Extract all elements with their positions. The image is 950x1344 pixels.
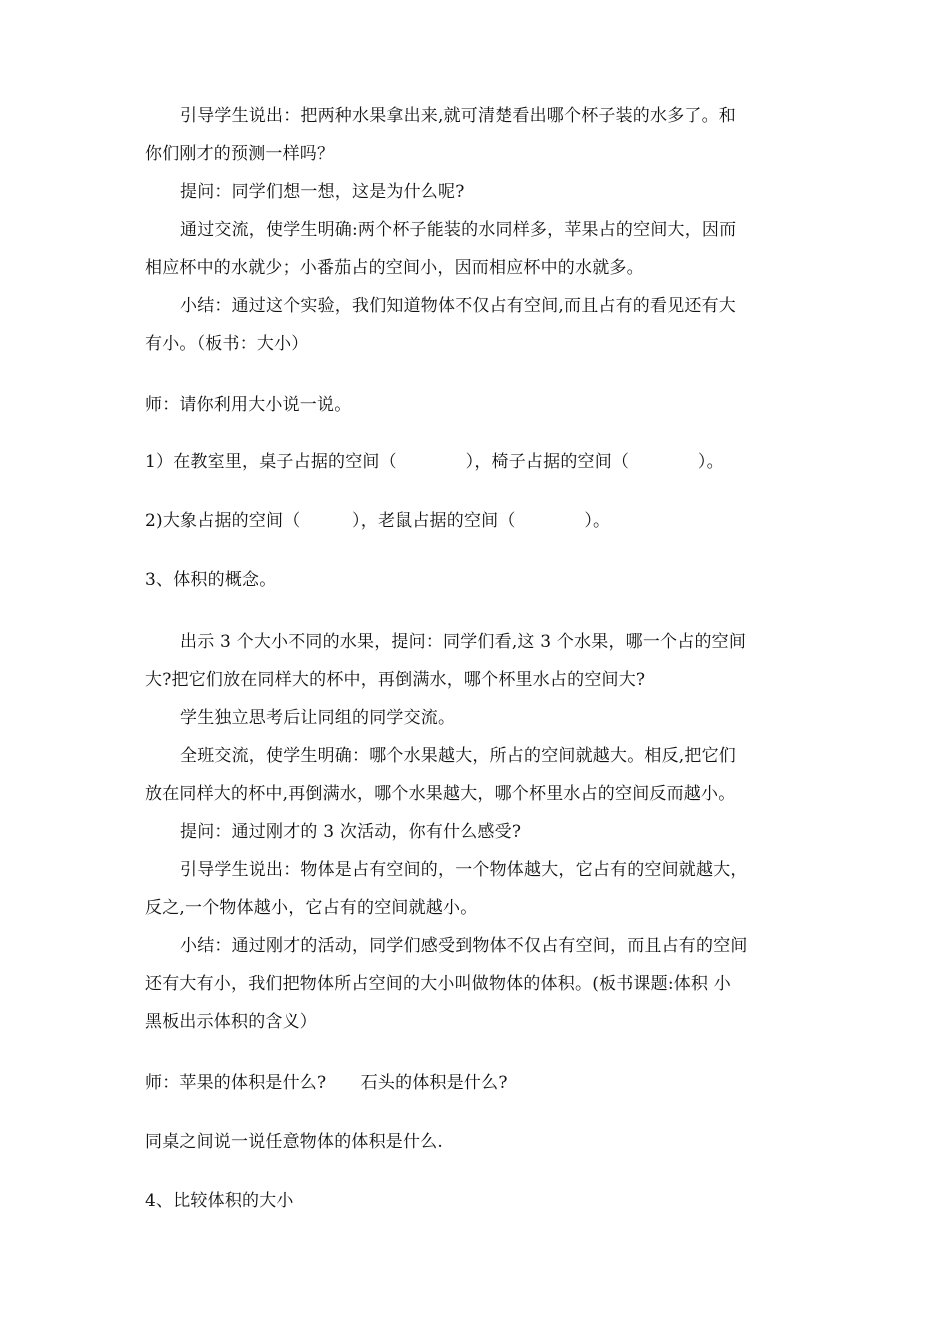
paragraph-line: 全班交流，使学生明确：哪个水果越大，所占的空间就越大。相反,把它们 — [180, 746, 737, 766]
paragraph-line: 黑板出示体积的含义） — [145, 1012, 317, 1032]
paragraph-line: 1）在教室里，桌子占据的空间（ ），椅子占据的空间（ ）。 — [145, 452, 724, 472]
paragraph-line: 小结：通过这个实验，我们知道物体不仅占有空间,而且占有的看见还有大 — [180, 296, 737, 316]
paragraph-line: 学生独立思考后让同组的同学交流。 — [180, 708, 456, 728]
paragraph-line: 大?把它们放在同样大的杯中，再倒满水，哪个杯里水占的空间大? — [145, 670, 646, 690]
paragraph-line: 通过交流，使学生明确:两个杯子能装的水同样多，苹果占的空间大，因而 — [180, 220, 737, 240]
paragraph-line: 提问：同学们想一想，这是为什么呢? — [180, 182, 465, 202]
paragraph-line: 2)大象占据的空间（ ），老鼠占据的空间（ ）。 — [145, 511, 611, 531]
paragraph-line: 出示 3 个大小不同的水果，提问：同学们看,这 3 个水果，哪一个占的空间 — [180, 632, 747, 652]
paragraph-line: 你们刚才的预测一样吗？ — [145, 144, 335, 164]
paragraph-line: 还有大有小，我们把物体所占空间的大小叫做物体的体积。(板书课题:体积 小 — [145, 974, 731, 994]
paragraph-line: 放在同样大的杯中,再倒满水，哪个水果越大，哪个杯里水占的空间反而越小。 — [145, 784, 736, 804]
paragraph-line: 引导学生说出：物体是占有空间的，一个物体越大，它占有的空间就越大， — [180, 860, 748, 880]
paragraph-line: 小结：通过刚才的活动，同学们感受到物体不仅占有空间，而且占有的空间 — [180, 936, 748, 956]
paragraph-line: 同桌之间说一说任意物体的体积是什么. — [145, 1132, 444, 1152]
section-heading: 4、比较体积的大小 — [145, 1191, 294, 1211]
section-heading: 3、体积的概念。 — [145, 570, 277, 590]
paragraph-line: 相应杯中的水就少；小番茄占的空间小，因而相应杯中的水就多。 — [145, 258, 644, 278]
paragraph-line: 引导学生说出：把两种水果拿出来,就可清楚看出哪个杯子装的水多了。和 — [180, 106, 737, 126]
paragraph-line: 有小。（板书：大小） — [145, 334, 309, 354]
paragraph-line: 师：苹果的体积是什么? 石头的体积是什么? — [145, 1073, 508, 1093]
paragraph-line: 提问：通过刚才的 3 次活动，你有什么感受? — [180, 822, 522, 842]
paragraph-line: 师：请你利用大小说一说。 — [145, 395, 352, 415]
paragraph-line: 反之,一个物体越小，它占有的空间就越小。 — [145, 898, 478, 918]
